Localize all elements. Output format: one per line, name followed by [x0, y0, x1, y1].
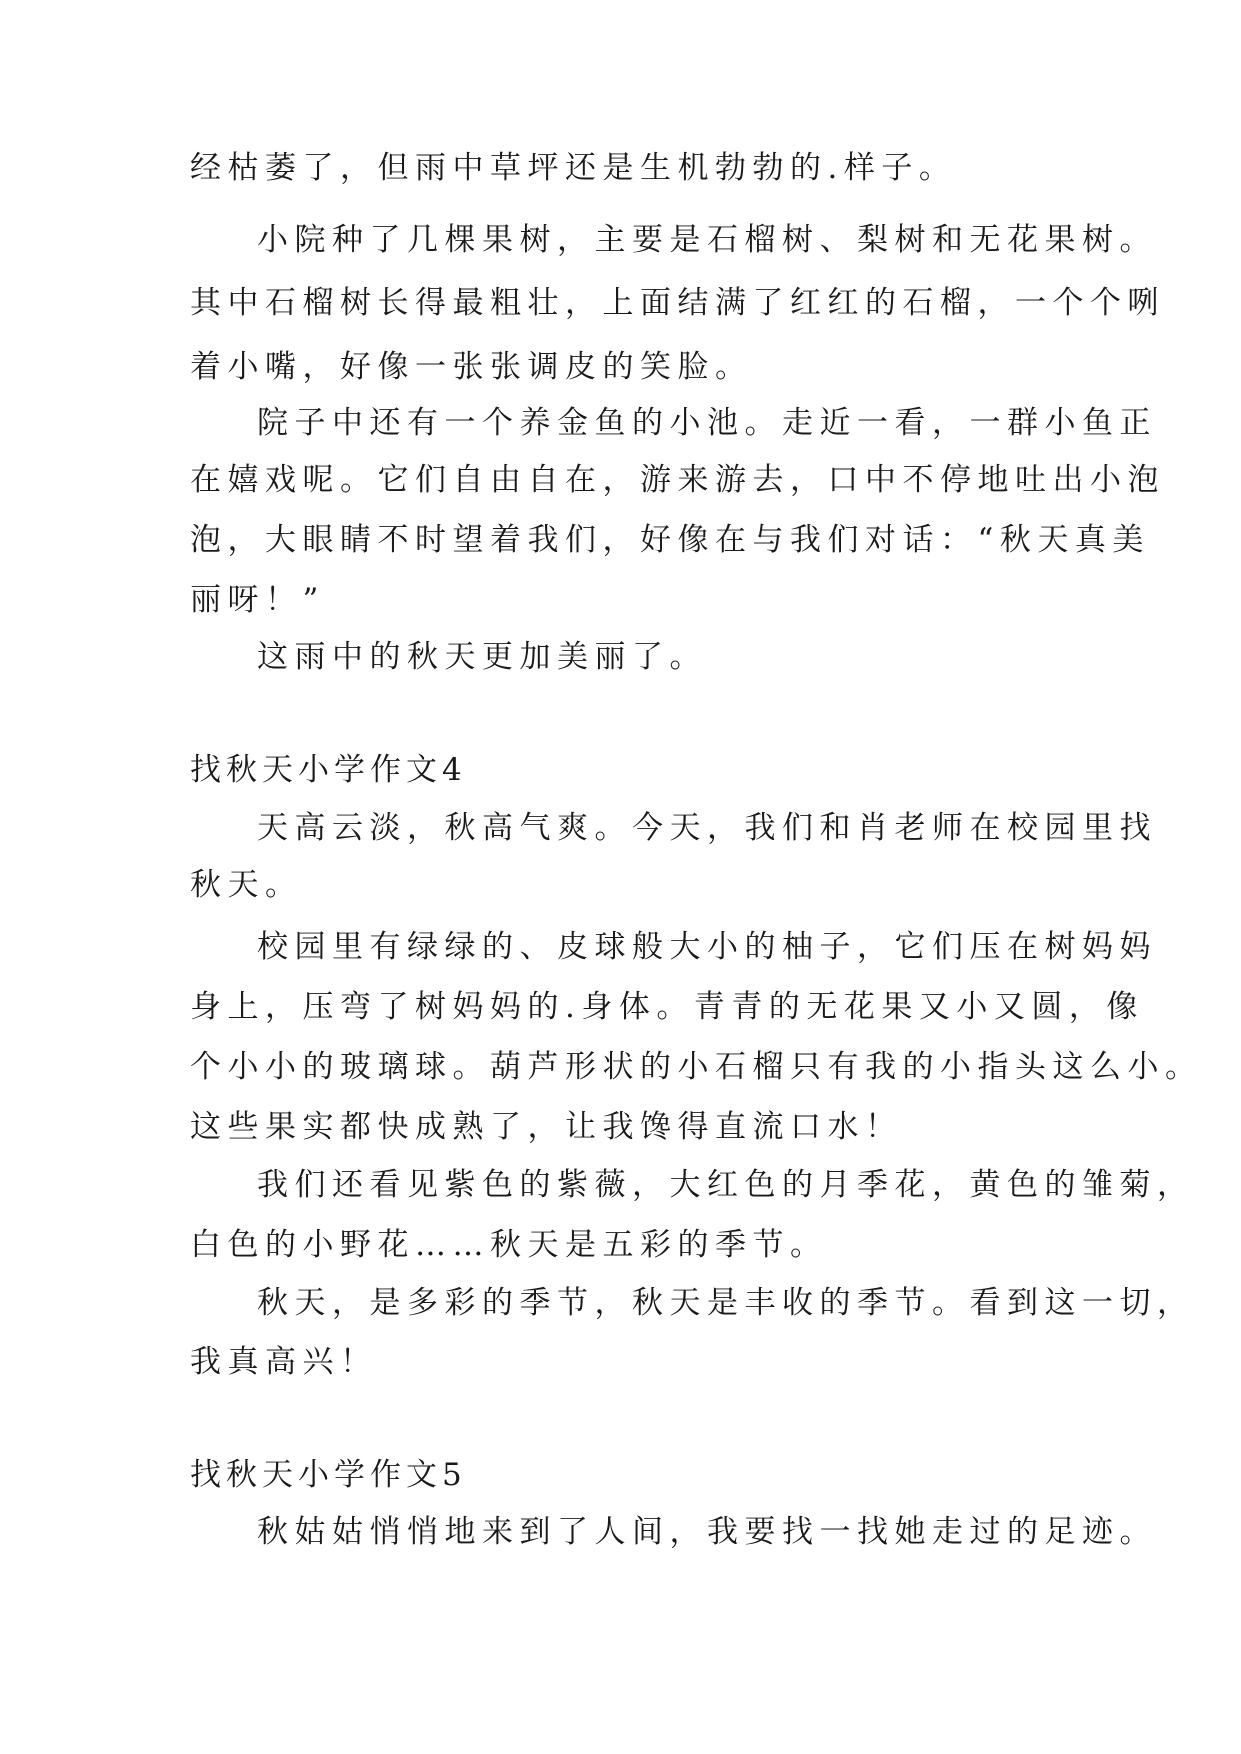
text-line: 天高云淡，秋高气爽。今天，我们和肖老师在校园里找	[257, 810, 1157, 846]
section-heading: 找秋天小学作文4	[190, 752, 467, 788]
text-line: 丽呀！”	[190, 582, 325, 618]
text-line: 秋天。	[190, 867, 303, 903]
text-line: 在嬉戏呢。它们自由自在，游来游去，口中不停地吐出小泡	[190, 462, 1165, 498]
text-line: 白色的小野花……秋天是五彩的季节。	[190, 1227, 828, 1263]
text-line: 小院种了几棵果树，主要是石榴树、梨树和无花果树。	[257, 222, 1157, 258]
section-heading: 找秋天小学作文5	[190, 1457, 467, 1493]
text-line: 我们还看见紫色的紫薇，大红色的月季花，黄色的雏菊，	[257, 1167, 1195, 1203]
text-line: 个小小的玻璃球。葫芦形状的小石榴只有我的小指头这么小。	[190, 1049, 1203, 1085]
text-line: 身上，压弯了树妈妈的.身体。青青的无花果又小又圆，像	[190, 989, 1144, 1025]
text-line: 经枯萎了，但雨中草坪还是生机勃勃的.样子。	[190, 150, 957, 186]
text-line: 着小嘴，好像一张张调皮的笑脸。	[190, 349, 753, 385]
text-line: 其中石榴树长得最粗壮，上面结满了红红的石榴，一个个咧	[190, 285, 1165, 321]
text-line: 院子中还有一个养金鱼的小池。走近一看，一群小鱼正	[257, 405, 1157, 441]
text-line: 这些果实都快成熟了，让我馋得直流口水！	[190, 1109, 903, 1145]
text-line: 我真高兴！	[190, 1344, 378, 1380]
text-line: 校园里有绿绿的、皮球般大小的柚子，它们压在树妈妈	[257, 929, 1157, 965]
text-line: 秋姑姑悄悄地来到了人间，我要找一找她走过的足迹。	[257, 1514, 1157, 1550]
text-line: 这雨中的秋天更加美丽了。	[257, 639, 707, 675]
text-line: 秋天，是多彩的季节，秋天是丰收的季节。看到这一切，	[257, 1285, 1195, 1321]
text-line: 泡，大眼睛不时望着我们，好像在与我们对话：“秋天真美	[190, 522, 1150, 558]
